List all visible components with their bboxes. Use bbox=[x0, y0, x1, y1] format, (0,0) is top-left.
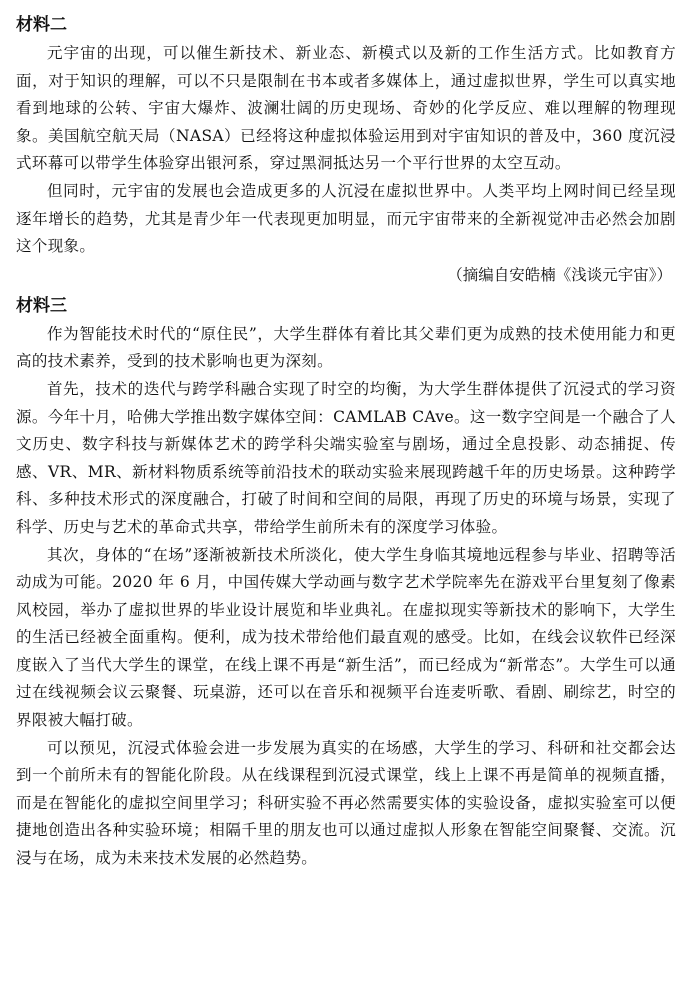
material-2-source: （摘编自安皓楠《浅谈元宇宙》） bbox=[447, 265, 672, 284]
material-3-paragraph-1: 作为智能技术时代的“原住民”，大学生群体有着比其父辈们更为成熟的技术使用能力和更高的技术素养，受到的技术影响也更为深刻。 bbox=[16, 324, 676, 371]
section-title-material-3: 材料三 bbox=[16, 295, 67, 316]
material-3-paragraph-2: 首先，技术的迭代与跨学科融合实现了时空的均衡，为大学生群体提供了沉浸式的学习资源。今年十月，哈佛大学推出数字媒体空间：CAMLAB CAve。这一数字空间是一个融合了人文历史、数字科技与新媒体艺术的跨学科尖端实验室与剧场，通过全息投影、动态捕捉、传感、VR、MR、新材料物质系统等前沿技术的联动实验来展现跨越千年的历史场景。这种跨学科、多种技术形式的深度融合，打破了时间和空间的局限，再现了历史的环境与场景，实现了科学、历史与艺术的革命式共享，带给学生前所未有的深度学习体验。 bbox=[16, 379, 676, 536]
section-title-material-2: 材料二 bbox=[16, 15, 67, 35]
material-3-paragraph-4: 可以预见，沉浸式体验会进一步发展为真实的在场感，大学生的学习、科研和社交都会达到一个前所未有的智能化阶段。从在线课程到沉浸式课堂，线上上课不再是简单的视频直播，而是在智能化的虚拟空间里学习；科研实验不再必然需要实体的实验设备，虚拟实验室可以便捷地创造出各种实验环境；相隔千里的朋友也可以通过虚拟人形象在智能空间聚餐、交流。沉浸与在场，成为未来技术发展的必然趋势。 bbox=[16, 738, 676, 868]
material-2-paragraph-2: 但同时，元宇宙的发展也会造成更多的人沉浸在虚拟世界中。人类平均上网时间已经呈现逐年增长的趋势，尤其是青少年一代表现更加明显，而元宇宙带来的全新视觉冲击必然会加剧这个现象。 bbox=[16, 181, 676, 256]
material-3-paragraph-3: 其次，身体的“在场”逐渐被新技术所淡化，使大学生身临其境地远程参与毕业、招聘等活动成为可能。2020 年 6 月，中国传媒大学动画与数字艺术学院率先在游戏平台里复刻了像素风校园，举办了虚拟世界的毕业设计展览和毕业典礼。在虚拟现实等新技术的影响下，大学生的生活已经被全面重构。便利，成为技术带给他们最直观的感受。比如，在线会议软件已经深度嵌入了当代大学生的课堂，在线上课不再是“新生活”，而已经成为“新常态”。大学生可以通过在线视频会议云聚餐、玩桌游，还可以在音乐和视频平台连麦听歌、看剧、刷综艺，时空的界限被大幅打破。 bbox=[16, 545, 676, 730]
material-2-paragraph-1: 元宇宙的出现，可以催生新技术、新业态、新模式以及新的工作生活方式。比如教育方面，对于知识的理解，可以不只是限制在书本或者多媒体上，通过虚拟世界，学生可以真实地看到地球的公转、宇宙大爆炸、波澜壮阔的历史现场、奇妙的化学反应、难以理解的物理现象。美国航空航天局（NASA）已经将这种虚拟体验运用到对宇宙知识的普及中，360 度沉浸式环幕可以带学生体验穿出银河系，穿过黑洞抵达另一个平行世界的太空互动。 bbox=[16, 44, 676, 173]
